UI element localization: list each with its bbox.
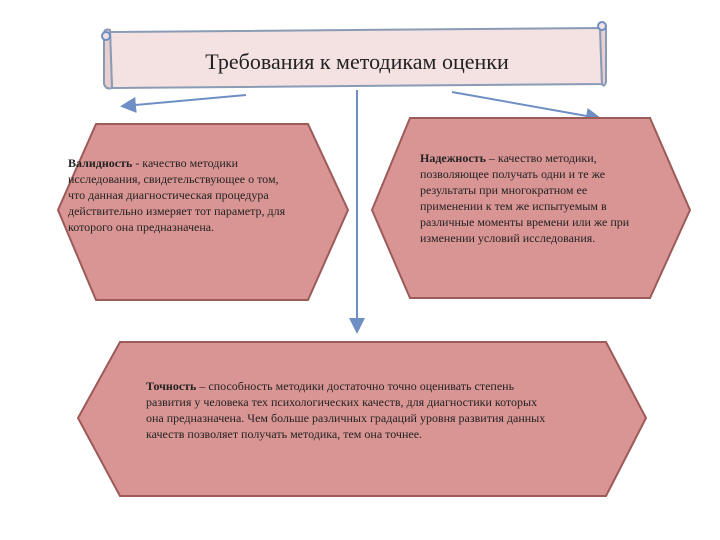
validity-term: Валидность — [68, 156, 133, 170]
accuracy-term: Точность — [146, 379, 197, 393]
accuracy-description: – способность методики достаточно точно оценивать степень развития у человека тех психологических качеств, для диагностики которых она предназначена. Чем больше различных градаций уровня развития данных качеств позволяет получать методика, тем она точнее. — [146, 379, 546, 441]
arrow-to-reliability — [452, 92, 598, 118]
validity-description: - качество методики исследования, свидетельствующее о том, что данная диагностическая процедура действительно измеряет тот параметр, для которого она предназначена. — [68, 156, 286, 234]
reliability-text — [420, 150, 650, 246]
reliability-term: Надежность — [420, 151, 486, 165]
page-title: Требования к методикам оценки — [205, 49, 509, 74]
validity-text — [68, 155, 298, 235]
arrow-to-validity — [124, 95, 246, 106]
reliability-description: – качество методики, позволяющее получать одни и те же результаты при многократном ее применении к тем же испытуемым в различные моменты времени или же при изменении условий исследования. — [420, 151, 630, 245]
accuracy-text — [146, 378, 546, 442]
